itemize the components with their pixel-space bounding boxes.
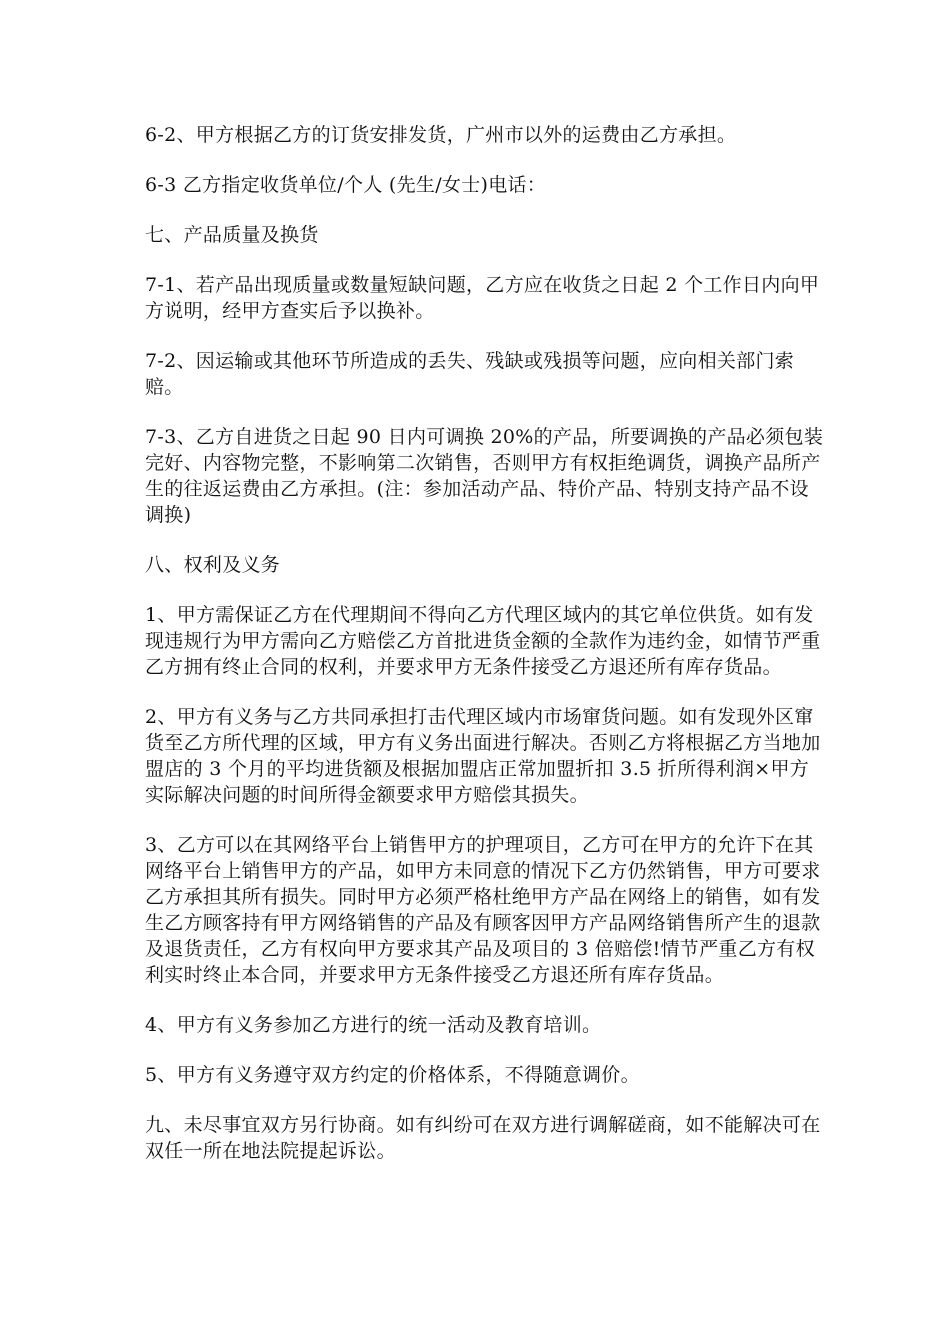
section-heading-8: 八、权利及义务 xyxy=(145,554,281,576)
section-9: 九、未尽事宜双方另行协商。如有纠纷可在双方进行调解磋商，如不能解决可在双任一所在地法院提起诉讼。 xyxy=(145,1114,821,1162)
clause-7-2: 7-2、因运输或其他环节所造成的丢失、残缺或残损等问题，应向相关部门索赔。 xyxy=(145,350,795,398)
clause-6-2: 6-2、甲方根据乙方的订货安排发货，广州市以外的运费由乙方承担。 xyxy=(145,124,737,146)
clause-8-4: 4、甲方有义务参加乙方进行的统一活动及教育培训。 xyxy=(145,1014,602,1036)
clause-6-3: 6-3 乙方指定收货单位/个人 (先生/女士)电话： xyxy=(145,174,547,196)
clause-7-1: 7-1、若产品出现质量或数量短缺问题，乙方应在收货之日起 2 个工作日内向甲方说明，经甲方查实后予以换补。 xyxy=(145,274,820,322)
document-body xyxy=(145,122,825,1188)
clause-8-2: 2、甲方有义务与乙方共同承担打击代理区域内市场窜货问题。如有发现外区窜货至乙方所代理的区域，甲方有义务出面进行解决。否则乙方将根据乙方当地加盟店的 3 个月的平均进货额及根据加盟店正常加盟折扣 3.5 折所得利润×甲方实际解决问题的时间所得金额要求甲方赔偿其损失。 xyxy=(145,706,821,806)
clause-7-3: 7-3、乙方自进货之日起 90 日内可调换 20%的产品，所要调换的产品必须包装完好、内容物完整，不影响第二次销售，否则甲方有权拒绝调货，调换产品所产生的往返运费由乙方承担。(注：参加活动产品、特价产品、特别支持产品不设调换) xyxy=(145,426,824,526)
clause-8-1: 1、甲方需保证乙方在代理期间不得向乙方代理区域内的其它单位供货。如有发现违规行为甲方需向乙方赔偿乙方首批进货金额的全款作为违约金，如情节严重乙方拥有终止合同的权利，并要求甲方无条件接受乙方退还所有库存货品。 xyxy=(145,604,821,678)
clause-8-3: 3、乙方可以在其网络平台上销售甲方的护理项目，乙方可在甲方的允许下在其网络平台上销售甲方的产品，如甲方未同意的情况下乙方仍然销售，甲方可要求乙方承担其所有损失。同时甲方必须严格杜绝甲方产品在网络上的销售，如有发生乙方顾客持有甲方网络销售的产品及有顾客因甲方产品网络销售所产生的退款及退货责任，乙方有权向甲方要求其产品及项目的 3 倍赔偿!情节严重乙方有权利实时终止本合同，并要求甲方无条件接受乙方退还所有库存货品。 xyxy=(145,834,821,986)
clause-8-5: 5、甲方有义务遵守双方约定的价格体系，不得随意调价。 xyxy=(145,1064,640,1086)
section-heading-7: 七、产品质量及换货 xyxy=(145,224,319,246)
